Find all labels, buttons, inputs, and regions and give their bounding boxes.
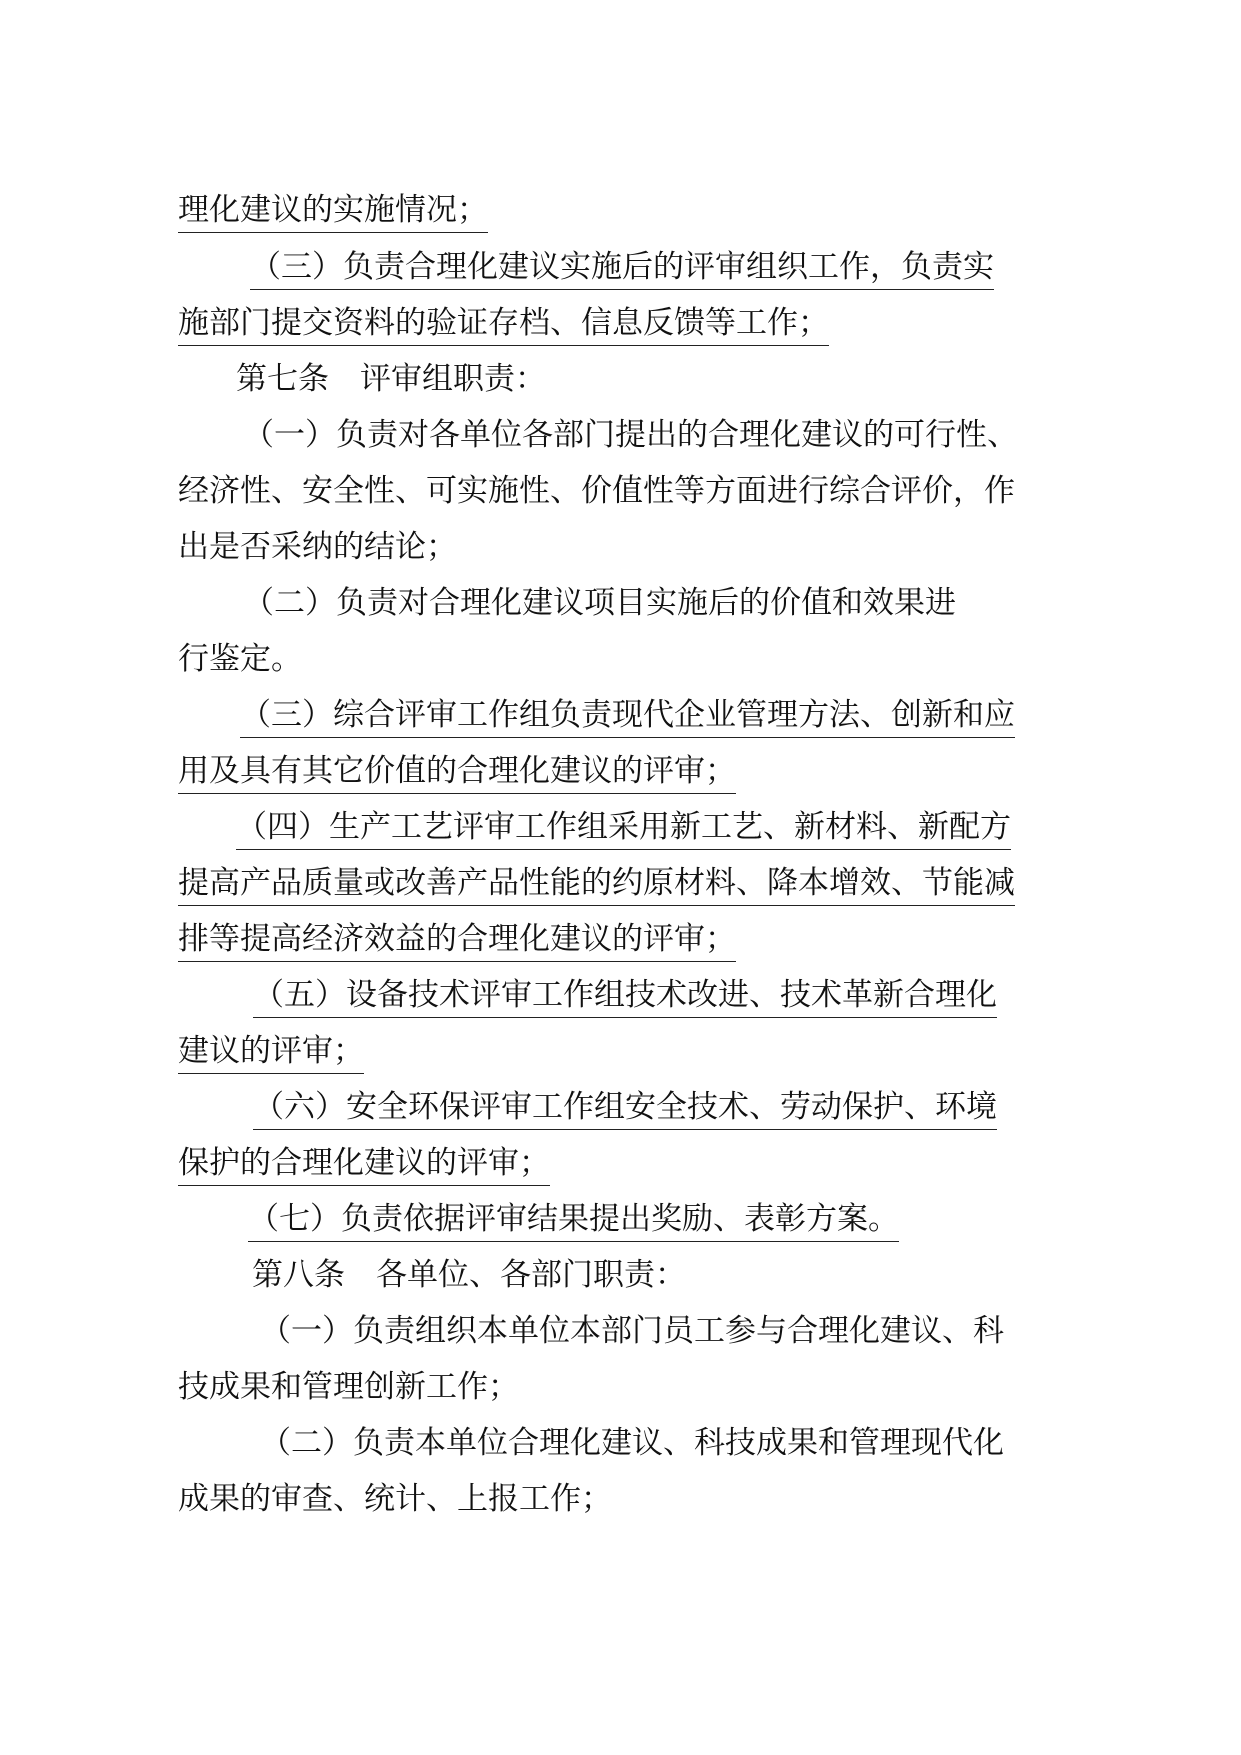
text-line-9: 行鉴定。 <box>178 641 302 677</box>
text-line-22: 技成果和管理创新工作； <box>178 1369 519 1405</box>
text-line-19: （七）负责依据评审结果提出奖励、表彰方案。 <box>248 1199 899 1242</box>
article-8-heading: 第八条 各单位、各部门职责： <box>252 1257 686 1293</box>
text-line-12: （四）生产工艺评审工作组采用新工艺、新材料、新配方 <box>236 807 1011 850</box>
text-line-5: （一）负责对各单位各部门提出的合理化建议的可行性、 <box>243 417 1018 453</box>
text-line-3: 施部门提交资料的验证存档、信息反馈等工作； <box>178 303 829 346</box>
text-line-23: （二）负责本单位合理化建议、科技成果和管理现代化 <box>260 1425 1004 1461</box>
text-line-7: 出是否采纳的结论； <box>178 529 457 565</box>
text-line-21: （一）负责组织本单位本部门员工参与合理化建议、科 <box>260 1313 1004 1349</box>
text-line-18: 保护的合理化建议的评审； <box>178 1143 550 1186</box>
text-line-16: 建议的评审； <box>178 1031 364 1074</box>
text-line-24: 成果的审查、统计、上报工作； <box>178 1481 612 1517</box>
text-line-10: （三）综合评审工作组负责现代企业管理方法、创新和应 <box>240 695 1015 738</box>
text-line-2: （三）负责合理化建议实施后的评审组织工作，负责实 <box>250 247 994 290</box>
text-line-15: （五）设备技术评审工作组技术改进、技术革新合理化 <box>253 975 997 1018</box>
text-line-14: 排等提高经济效益的合理化建议的评审； <box>178 919 736 962</box>
article-7-heading: 第七条 评审组职责： <box>236 361 546 397</box>
text-line-11: 用及具有其它价值的合理化建议的评审； <box>178 751 736 794</box>
text-line-13: 提高产品质量或改善产品性能的约原材料、降本增效、节能减 <box>178 863 1015 906</box>
text-line-1: 理化建议的实施情况； <box>178 190 488 233</box>
text-line-6: 经济性、安全性、可实施性、价值性等方面进行综合评价，作 <box>178 473 1015 509</box>
text-line-8: （二）负责对合理化建议项目实施后的价值和效果进 <box>243 585 956 621</box>
text-line-17: （六）安全环保评审工作组安全技术、劳动保护、环境 <box>253 1087 997 1130</box>
